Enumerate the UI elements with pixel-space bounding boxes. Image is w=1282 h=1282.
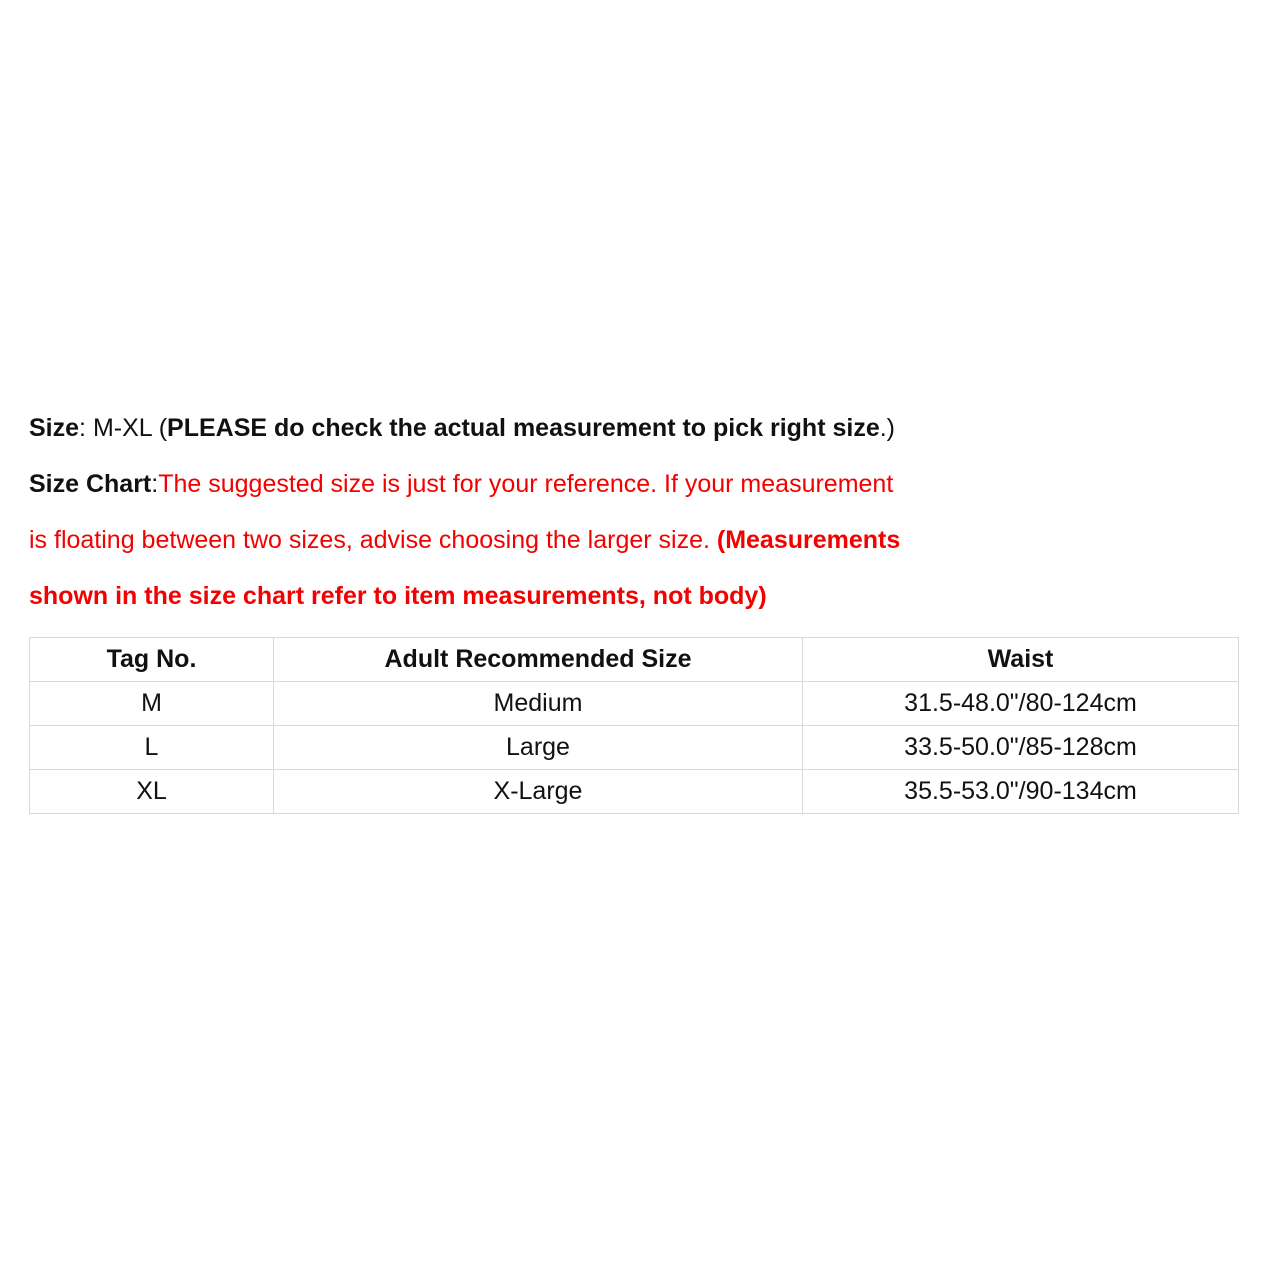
size-value: M-XL	[92, 414, 159, 442]
cell-waist: 31.5-48.0"/80-124cm	[803, 682, 1239, 726]
size-chart-text-1: The suggested size is just for your reference. If your measurement	[158, 470, 894, 498]
size-note: PLEASE do check the actual measurement to pick right size	[167, 414, 880, 442]
size-chart-separator: :	[151, 470, 159, 498]
size-chart-label: Size Chart	[29, 470, 152, 498]
size-chart-bold-1: (Measurements	[716, 526, 901, 554]
table-row	[30, 682, 1239, 726]
size-chart-text-2: is floating between two sizes, advise choosing the larger size.	[29, 526, 717, 554]
cell-tag: XL	[30, 770, 274, 814]
cell-size: Medium	[274, 682, 803, 726]
size-line	[29, 400, 1239, 456]
size-separator: :	[79, 414, 93, 442]
size-chart-line-1	[29, 456, 1239, 512]
cell-size: X-Large	[274, 770, 803, 814]
table-header-row	[30, 638, 1239, 682]
header-waist: Waist	[803, 638, 1239, 682]
size-chart-line-2	[29, 512, 1239, 568]
size-label: Size	[29, 414, 80, 442]
cell-size: Large	[274, 726, 803, 770]
cell-waist: 35.5-53.0"/90-134cm	[803, 770, 1239, 814]
header-tag-no: Tag No.	[30, 638, 274, 682]
size-paren-open: (	[158, 414, 168, 442]
cell-tag: L	[30, 726, 274, 770]
size-chart-line-3	[29, 568, 1239, 624]
header-recommended-size: Adult Recommended Size	[274, 638, 803, 682]
size-paren-close: .)	[879, 414, 896, 442]
size-chart-bold-2: shown in the size chart refer to item measurements, not body)	[29, 582, 767, 610]
table-row	[30, 770, 1239, 814]
cell-waist: 33.5-50.0"/85-128cm	[803, 726, 1239, 770]
product-size-info	[29, 400, 1239, 814]
table-row	[30, 726, 1239, 770]
size-table	[29, 637, 1239, 814]
cell-tag: M	[30, 682, 274, 726]
